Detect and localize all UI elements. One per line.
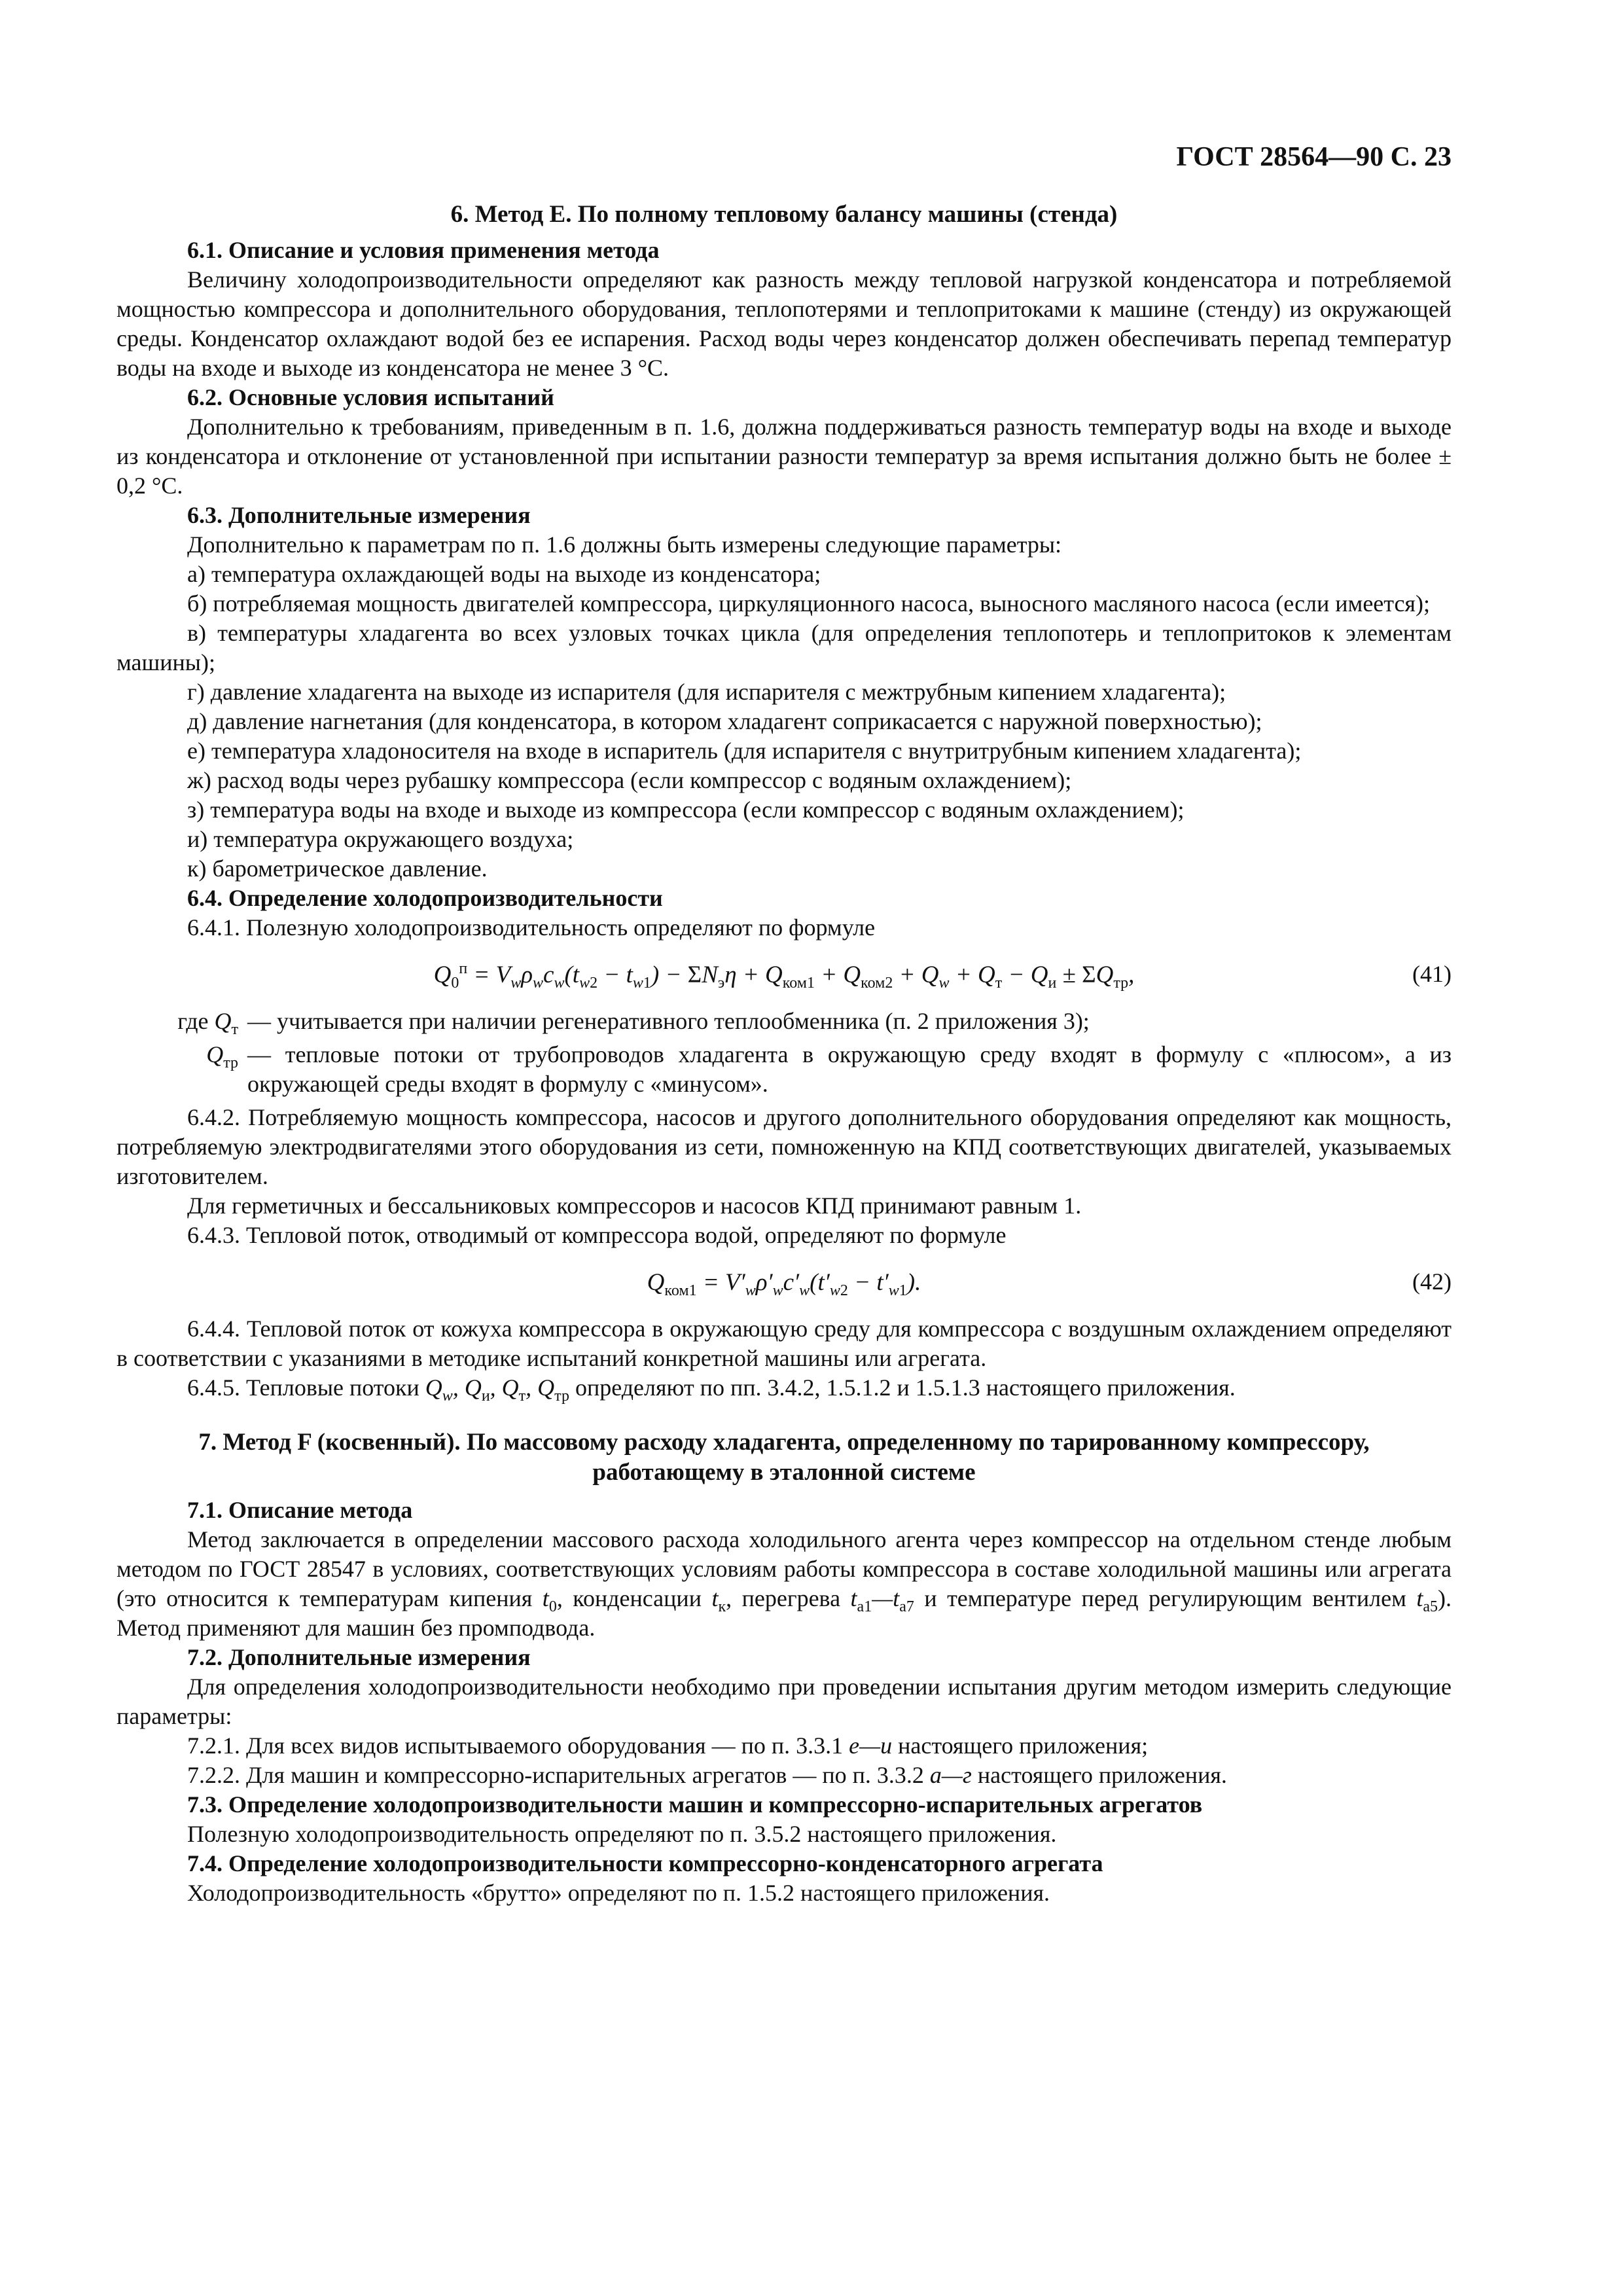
page-header: ГОСТ 28564—90 С. 23 <box>1176 142 1452 172</box>
formula-42-expression: $Q_{ком1} = V'_w\rho'_wc'_w(t'_{w2} - t'_{w1})$. <box>647 1268 921 1299</box>
list-item: а) температура охлаждающей воды на выходе из конденсатора; <box>187 561 821 587</box>
section-6-title: 6. Метод Е. По полному тепловому балансу машины (стенда) <box>450 201 1118 228</box>
formula-explanation-1 <box>116 1007 1452 1036</box>
explanation-symbol: где $Q_т$ <box>177 1008 238 1038</box>
section-7-4-text: Холодопроизводительность «брутто» определяют по п. 1.5.2 настоящего приложения. <box>187 1880 1050 1906</box>
section-6-4-4-text: 6.4.4. Тепловой поток от кожуха компрессора в окружающую среду для компрессора с воздушным охлаждением определяют в соответствии с указаниями в методике испытаний конкретной машины или агрегата. <box>116 1316 1452 1371</box>
section-7-2-1-text: 7.2.1. Для всех видов испытываемого оборудования — по п. 3.3.1 е—и настоящего приложения; <box>187 1732 1149 1759</box>
section-6-4-title: 6.4. Определение холодопроизводительности <box>187 885 663 911</box>
formula-41 <box>116 946 1452 1003</box>
list-item: е) температура хладоносителя на входе в испаритель (для испарителя с внутритрубным кипением хладагента); <box>187 738 1302 764</box>
list-item: ж) расход воды через рубашку компрессора (если компрессор с водяным охлаждением); <box>187 767 1072 793</box>
section-6-2-title: 6.2. Основные условия испытаний <box>187 384 554 410</box>
list-item: к) барометрическое давление. <box>187 855 488 882</box>
formula-42 <box>116 1254 1452 1310</box>
list-item: д) давление нагнетания (для конденсатора, в котором хладагент соприкасается с наружной поверхностью); <box>187 708 1262 734</box>
list-item: б) потребляемая мощность двигателей компрессора, циркуляционного насоса, выносного масляного насоса (если имеется); <box>187 590 1430 617</box>
list-item: в) температуры хладагента во всех узловых точках цикла (для определения теплопотерь и теплопритоков к элементам машины); <box>116 620 1452 675</box>
section-7-2-intro: Для определения холодопроизводительности необходимо при проведении испытания другим методом измерить следующие параметры: <box>116 1674 1452 1729</box>
section-7-title: 7. Метод F (косвенный). По массовому расходу хладагента, определенному по тарированному компрессору, работающему в эталонной системе <box>198 1429 1370 1486</box>
section-6-4-1-text: 6.4.1. Полезную холодопроизводительность определяют по формуле <box>187 914 876 941</box>
formula-explanation-2 <box>116 1040 1452 1099</box>
section-6-4-2-note: Для герметичных и бессальниковых компрессоров и насосов КПД принимают равным 1. <box>187 1193 1082 1219</box>
formula-41-expression: $Q_0^п = V_w\rho_wc_w(t_{w2} - t_{w1}) - \Sigma N_э\eta + Q_{ком1} + Q_{ком2} + Q_w + Q_т - Q_и \pm \Sigma Q_{тр}$, <box>433 960 1135 992</box>
section-6-1-text: Величину холодопроизводительности определяют как разность между тепловой нагрузкой конденсатора и потребляемой мощностью компрессора и дополнительного оборудования, теплопотерями и теплопритоками к машине (стенду) из окружающей среды. Конденсатор охлаждают водой без ее испарения. Расход воды через конденсатор должен обеспечивать перепад температур воды на входе и выходе из конденсатора не менее 3 °С. <box>116 266 1452 381</box>
explanation-text: — учитывается при наличии регенеративного теплообменника (п. 2 приложения 3); <box>247 1008 1090 1034</box>
section-7-2-title: 7.2. Дополнительные измерения <box>187 1644 531 1670</box>
section-7-3-text: Полезную холодопроизводительность определяют по п. 3.5.2 настоящего приложения. <box>187 1821 1057 1847</box>
list-item: з) температура воды на входе и выходе из компрессора (если компрессор с водяным охлаждением); <box>187 797 1185 823</box>
explanation-symbol: $Q_{тр}$ <box>206 1041 238 1071</box>
section-6-4-2-text: 6.4.2. Потребляемую мощность компрессора, насосов и другого дополнительного оборудования определяют как мощность, потребляемую электродвигателями этого оборудования из сети, помноженную на КПД соответствующих двигателей, указываемых изготовителем. <box>116 1104 1452 1189</box>
formula-41-number: (41) <box>1412 961 1452 987</box>
explanation-text: — тепловые потоки от трубопроводов хладагента в окружающую среду входят в формулу с «плюсом», а из окружающей среды входят в формулу с «минусом». <box>247 1041 1452 1097</box>
list-item: г) давление хладагента на выходе из испарителя (для испарителя с межтрубным кипением хладагента); <box>187 679 1226 705</box>
section-6-4-5-text: 6.4.5. Тепловые потоки $Q_w$, $Q_и$, $Q_т$, $Q_{тр}$ определяют по пп. 3.4.2, 1.5.1.2 и 1.5.1.3 настоящего приложения. <box>187 1374 1236 1405</box>
section-6-2-text: Дополнительно к требованиям, приведенным в п. 1.6, должна поддерживаться разность температур воды на входе и выходе из конденсатора и отклонение от установленной при испытании разности температур за время испытания должно быть не более ± 0,2 °С. <box>116 414 1452 499</box>
section-7-1-title: 7.1. Описание метода <box>187 1497 413 1523</box>
section-6-4-3-text: 6.4.3. Тепловой поток, отводимый от компрессора водой, определяют по формуле <box>187 1222 1007 1248</box>
section-7-3-title: 7.3. Определение холодопроизводительности машин и компрессорно-испарительных агрегатов <box>187 1791 1203 1818</box>
formula-42-number: (42) <box>1412 1268 1452 1295</box>
list-item: и) температура окружающего воздуха; <box>187 826 574 852</box>
section-6-3-intro: Дополнительно к параметрам по п. 1.6 должны быть измерены следующие параметры: <box>187 531 1062 558</box>
section-7-2-2-text: 7.2.2. Для машин и компрессорно-испарительных агрегатов — по п. 3.3.2 а—г настоящего приложения. <box>187 1762 1227 1788</box>
section-7-1-text: Метод заключается в определении массового расхода холодильного агента через компрессор на отдельном стенде любым методом по ГОСТ 28547 в условиях, соответствующих условиям работы компрессора в составе холодильной машины или агрегата (это относится к температурам кипения $t_0$, конденсации $t_к$, перегрева $t_{а1}—t_{а7}$ и температуре перед регулирующим вентилем $t_{а5}$). Метод применяют для машин без промподвода. <box>116 1526 1452 1641</box>
document-page <box>116 143 1452 1908</box>
section-6-3-title: 6.3. Дополнительные измерения <box>187 502 531 528</box>
section-7-4-title: 7.4. Определение холодопроизводительности компрессорно-конденсаторного агрегата <box>187 1850 1103 1876</box>
section-6-1-title: 6.1. Описание и условия применения метода <box>187 237 660 263</box>
